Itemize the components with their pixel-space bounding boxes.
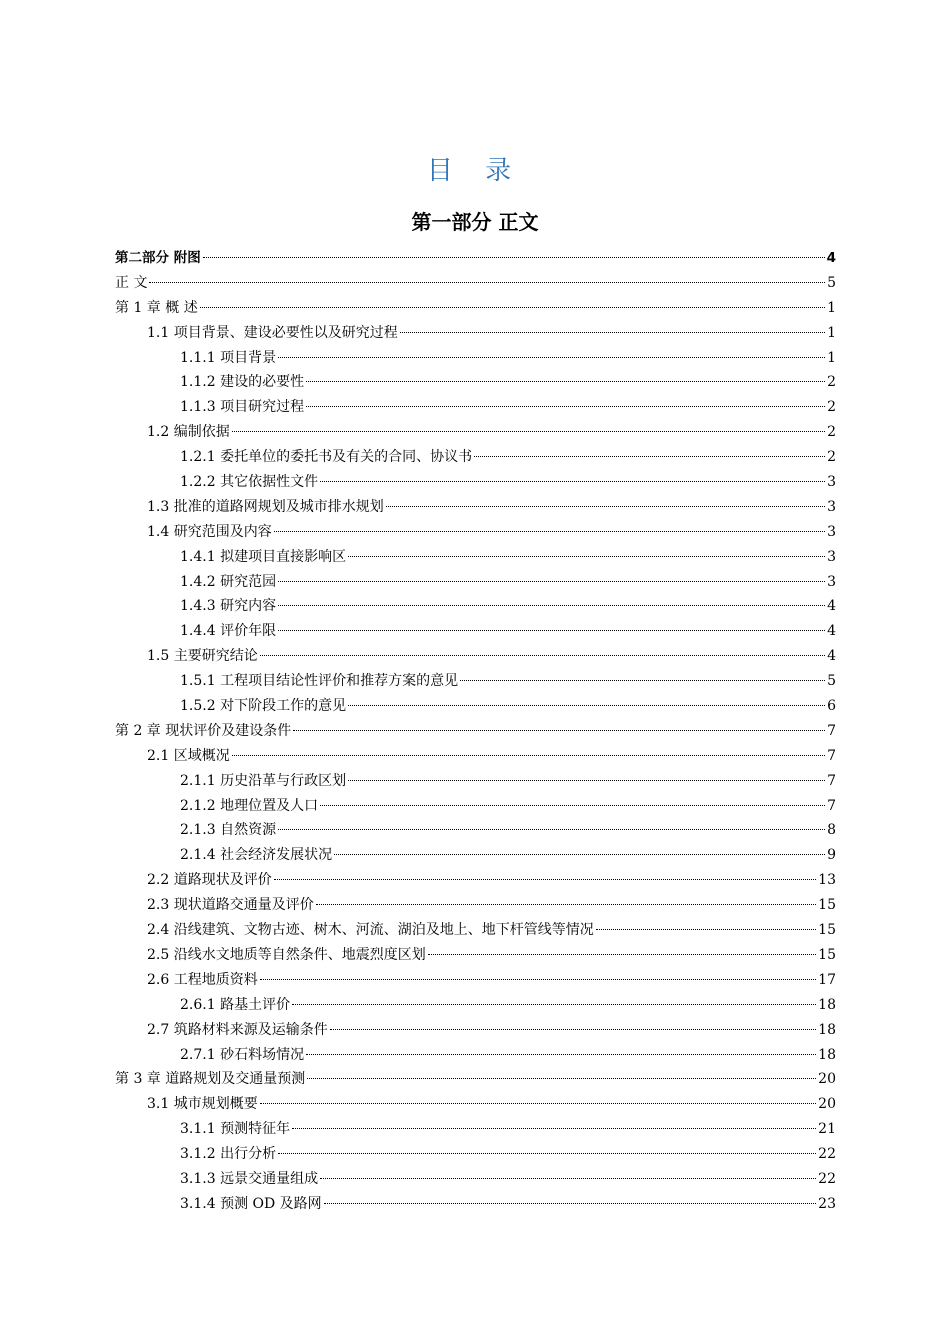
toc-entry-label: 1.2 编制依据 <box>147 424 230 441</box>
toc-dot-leader <box>306 381 825 382</box>
toc-entry-page: 5 <box>827 274 836 291</box>
toc-entry-page: 7 <box>827 772 836 789</box>
toc-entry[interactable] <box>115 744 836 769</box>
toc-entry-page: 2 <box>827 449 836 466</box>
toc-entry-page: 5 <box>827 673 836 690</box>
toc-entry-label: 1.3 批准的道路网规划及城市排水规划 <box>147 498 384 515</box>
toc-entry-page: 7 <box>827 747 836 764</box>
toc-entry[interactable] <box>115 346 836 371</box>
toc-entry-label: 3.1.3 远景交通量组成 <box>180 1170 319 1187</box>
toc-entry-label: 3.1.4 预测 OD 及路网 <box>180 1195 322 1212</box>
toc-entry-page: 4 <box>826 250 836 266</box>
toc-entry-page: 3 <box>827 548 836 565</box>
toc-entry[interactable] <box>115 1142 836 1167</box>
toc-entry-label: 第 1 章 概 述 <box>115 299 198 316</box>
toc-entry[interactable] <box>115 246 836 271</box>
toc-entry[interactable] <box>115 868 836 893</box>
toc-entry-label: 正 文 <box>115 274 148 291</box>
toc-dot-leader <box>274 531 825 532</box>
toc-entry-page: 23 <box>818 1195 836 1212</box>
toc-entry-page: 17 <box>818 971 836 988</box>
toc-dot-leader <box>232 755 825 756</box>
table-of-contents <box>115 246 836 1217</box>
toc-title: 目 录 <box>426 156 524 186</box>
toc-entry[interactable] <box>115 470 836 495</box>
toc-entry-label: 2.1.3 自然资源 <box>180 822 277 839</box>
toc-dot-leader <box>428 954 816 955</box>
toc-dot-leader <box>200 307 825 308</box>
toc-entry[interactable] <box>115 1092 836 1117</box>
toc-entry[interactable] <box>115 321 836 346</box>
toc-entry[interactable] <box>115 1167 836 1192</box>
toc-dot-leader <box>348 705 825 706</box>
toc-entry[interactable] <box>115 694 836 719</box>
toc-entry-page: 18 <box>818 1046 836 1063</box>
toc-entry-page: 6 <box>827 698 836 715</box>
toc-entry-label: 1.4.3 研究内容 <box>180 598 277 615</box>
toc-entry-label: 2.3 现状道路交通量及评价 <box>147 897 314 914</box>
toc-entry[interactable] <box>115 1117 836 1142</box>
toc-entry[interactable] <box>115 370 836 395</box>
toc-dot-leader <box>293 730 825 731</box>
toc-entry-page: 2 <box>827 374 836 391</box>
toc-dot-leader <box>348 780 825 781</box>
toc-entry-page: 1 <box>827 349 836 366</box>
toc-dot-leader <box>334 854 825 855</box>
toc-entry[interactable] <box>115 918 836 943</box>
toc-entry[interactable] <box>115 968 836 993</box>
toc-entry-label: 1.1 项目背景、建设必要性以及研究过程 <box>147 324 398 341</box>
toc-entry[interactable] <box>115 1043 836 1068</box>
toc-entry-label: 2.1.1 历史沿革与行政区划 <box>180 772 347 789</box>
toc-entry-page: 15 <box>818 946 836 963</box>
toc-entry[interactable] <box>115 769 836 794</box>
toc-dot-leader <box>474 456 825 457</box>
toc-entry-page: 3 <box>827 498 836 515</box>
toc-entry-label: 2.4 沿线建筑、文物古迹、树木、河流、湖泊及地上、地下杆管线等情况 <box>147 922 594 939</box>
toc-dot-leader <box>320 805 825 806</box>
toc-entry-label: 1.4.1 拟建项目直接影响区 <box>180 548 347 565</box>
toc-entry[interactable] <box>115 570 836 595</box>
toc-entry-label: 1.4.4 评价年限 <box>180 623 277 640</box>
toc-entry[interactable] <box>115 669 836 694</box>
toc-entry[interactable] <box>115 719 836 744</box>
toc-entry-page: 3 <box>827 474 836 491</box>
toc-dot-leader <box>292 1128 816 1129</box>
toc-dot-leader <box>306 1054 816 1055</box>
toc-entry-label: 1.5.2 对下阶段工作的意见 <box>180 698 347 715</box>
toc-entry-page: 22 <box>818 1170 836 1187</box>
toc-entry-page: 4 <box>827 598 836 615</box>
toc-dot-leader <box>330 1029 816 1030</box>
toc-dot-leader <box>149 282 825 283</box>
toc-entry-label: 1.4 研究范围及内容 <box>147 523 272 540</box>
toc-entry[interactable] <box>115 594 836 619</box>
toc-entry-page: 22 <box>818 1146 836 1163</box>
toc-entry-page: 7 <box>827 797 836 814</box>
toc-entry-label: 1.5 主要研究结论 <box>147 648 258 665</box>
toc-entry[interactable] <box>115 420 836 445</box>
toc-entry-page: 2 <box>827 424 836 441</box>
toc-entry[interactable] <box>115 644 836 669</box>
toc-entry[interactable] <box>115 818 836 843</box>
toc-dot-leader <box>278 630 825 631</box>
toc-dot-leader <box>260 655 825 656</box>
toc-entry[interactable] <box>115 794 836 819</box>
toc-dot-leader <box>306 406 825 407</box>
toc-dot-leader <box>260 1103 816 1104</box>
toc-entry[interactable] <box>115 619 836 644</box>
toc-entry-page: 7 <box>827 722 836 739</box>
toc-entry-label: 2.6.1 路基土评价 <box>180 996 291 1013</box>
toc-dot-leader <box>316 904 816 905</box>
toc-dot-leader <box>460 680 825 681</box>
toc-dot-leader <box>232 431 825 432</box>
toc-entry-label: 1.1.2 建设的必要性 <box>180 374 305 391</box>
toc-entry-label: 3.1.2 出行分析 <box>180 1146 277 1163</box>
toc-entry-label: 1.2.1 委托单位的委托书及有关的合同、协议书 <box>180 449 473 466</box>
toc-entry-label: 1.4.2 研究范园 <box>180 573 277 590</box>
toc-entry-label: 2.1 区域概况 <box>147 747 230 764</box>
toc-dot-leader <box>320 1178 816 1179</box>
toc-dot-leader <box>307 1078 816 1079</box>
toc-entry[interactable] <box>115 1018 836 1043</box>
toc-entry[interactable] <box>115 1192 836 1217</box>
toc-entry-label: 2.2 道路现状及评价 <box>147 872 272 889</box>
toc-dot-leader <box>320 481 825 482</box>
toc-entry-page: 20 <box>818 1096 836 1113</box>
toc-entry-label: 2.6 工程地质资料 <box>147 971 258 988</box>
toc-entry-label: 1.1.3 项目研究过程 <box>180 399 305 416</box>
toc-entry-label: 3.1.1 预测特征年 <box>180 1121 291 1138</box>
toc-dot-leader <box>386 506 825 507</box>
toc-dot-leader <box>324 1203 816 1204</box>
toc-entry-page: 13 <box>818 872 836 889</box>
toc-entry[interactable] <box>115 395 836 420</box>
toc-entry-label: 第 2 章 现状评价及建设条件 <box>115 722 292 739</box>
toc-entry-label: 2.1.2 地理位置及人口 <box>180 797 319 814</box>
toc-entry-page: 18 <box>818 1021 836 1038</box>
toc-entry[interactable] <box>115 495 836 520</box>
part-title: 第一部分 正文 <box>411 210 539 234</box>
toc-entry-label: 1.2.2 其它依据性文件 <box>180 474 319 491</box>
toc-entry-label: 2.7 筑路材料来源及运输条件 <box>147 1021 328 1038</box>
toc-dot-leader <box>400 332 825 333</box>
toc-entry-label: 1.1.1 项目背景 <box>180 349 277 366</box>
toc-entry-page: 4 <box>827 623 836 640</box>
toc-entry-label: 2.7.1 砂石料场情况 <box>180 1046 305 1063</box>
toc-entry-label: 第 3 章 道路规划及交通量预测 <box>115 1071 306 1088</box>
toc-entry[interactable] <box>115 893 836 918</box>
toc-entry-page: 2 <box>827 399 836 416</box>
toc-dot-leader <box>596 929 816 930</box>
toc-entry-page: 1 <box>827 324 836 341</box>
toc-dot-leader <box>348 556 825 557</box>
toc-dot-leader <box>278 357 825 358</box>
toc-dot-leader <box>260 979 816 980</box>
toc-entry-page: 1 <box>827 299 836 316</box>
toc-entry-page: 18 <box>818 996 836 1013</box>
toc-entry[interactable] <box>115 296 836 321</box>
toc-entry[interactable] <box>115 993 836 1018</box>
toc-dot-leader <box>278 605 825 606</box>
toc-entry-label: 1.5.1 工程项目结论性评价和推荐方案的意见 <box>180 673 459 690</box>
toc-entry[interactable] <box>115 445 836 470</box>
toc-entry[interactable] <box>115 843 836 868</box>
toc-entry-page: 4 <box>827 648 836 665</box>
toc-entry-page: 9 <box>827 847 836 864</box>
toc-dot-leader <box>278 581 825 582</box>
toc-dot-leader <box>292 1004 816 1005</box>
toc-entry-page: 3 <box>827 573 836 590</box>
toc-dot-leader <box>278 829 825 830</box>
toc-dot-leader <box>203 257 825 258</box>
toc-entry-page: 15 <box>818 922 836 939</box>
toc-entry[interactable] <box>115 520 836 545</box>
toc-dot-leader <box>278 1153 816 1154</box>
toc-entry[interactable] <box>115 943 836 968</box>
toc-entry-label: 2.1.4 社会经济发展状况 <box>180 847 333 864</box>
toc-entry-page: 15 <box>818 897 836 914</box>
toc-entry[interactable] <box>115 1067 836 1092</box>
toc-entry-page: 3 <box>827 523 836 540</box>
toc-entry-label: 2.5 沿线水文地质等自然条件、地震烈度区划 <box>147 946 426 963</box>
toc-entry-page: 8 <box>827 822 836 839</box>
toc-entry-label: 第二部分 附图 <box>115 250 201 266</box>
toc-entry-label: 3.1 城市规划概要 <box>147 1096 258 1113</box>
toc-entry-page: 21 <box>818 1121 836 1138</box>
toc-entry[interactable] <box>115 545 836 570</box>
toc-entry[interactable] <box>115 271 836 296</box>
toc-entry-page: 20 <box>818 1071 836 1088</box>
toc-dot-leader <box>274 879 816 880</box>
